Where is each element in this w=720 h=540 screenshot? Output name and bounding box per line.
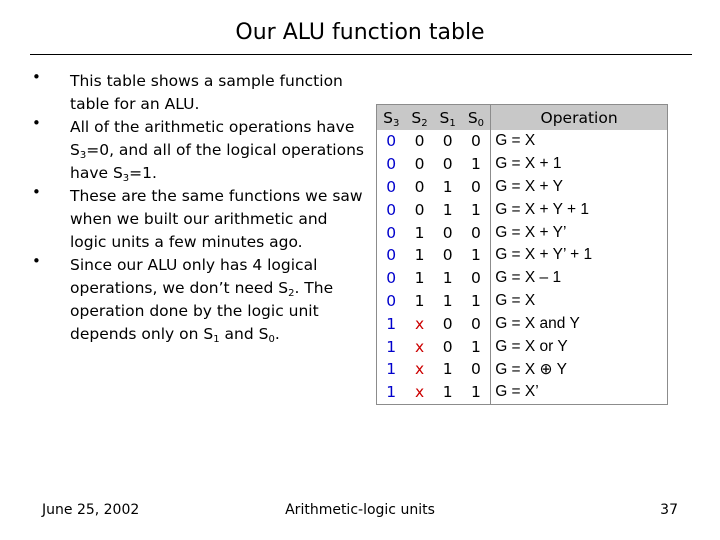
cell-s0: 0	[471, 269, 481, 288]
footer-date: June 25, 2002	[42, 502, 140, 518]
cell-s3: 0	[386, 269, 397, 288]
cell-operation: G = X	[491, 290, 668, 313]
bullet-dot-icon: •	[32, 114, 41, 132]
bullet-text: All of the arithmetic operations have S	[70, 118, 355, 159]
table-row	[377, 221, 668, 244]
cell-s0: 0	[471, 360, 481, 379]
bullet-dot-icon: •	[32, 252, 41, 270]
cell-s0: 1	[471, 200, 481, 219]
table-row	[377, 176, 668, 199]
cell-s2: 0	[414, 132, 425, 151]
cell-s2: x	[414, 360, 425, 379]
cell-s3: 1	[386, 337, 397, 356]
cell-s2: x	[414, 314, 425, 333]
bullet-text: These are the same functions we saw when we built our arithmetic and logic units a few minutes ago.	[70, 187, 363, 251]
cell-s3: 0	[386, 200, 397, 219]
cell-s2: 0	[414, 200, 425, 219]
table-row	[377, 153, 668, 176]
slide-title: Our ALU function table	[235, 20, 485, 45]
page-number: 37	[660, 502, 678, 518]
subscript: 0	[268, 334, 275, 345]
cell-s2: 1	[414, 269, 425, 288]
cell-operation: G = X	[491, 130, 668, 153]
bullet-dot-icon: •	[32, 68, 41, 86]
table-row	[377, 381, 668, 404]
subscript: 1	[213, 334, 220, 345]
cell-s1: 0	[442, 155, 453, 174]
table-row	[377, 290, 668, 313]
bullet-item	[28, 70, 368, 116]
bullet-item	[28, 116, 368, 185]
title-divider	[30, 54, 692, 55]
function-table	[376, 104, 668, 405]
cell-s2: 0	[414, 155, 425, 174]
cell-s2: 0	[414, 177, 425, 196]
cell-s3: 0	[386, 291, 397, 310]
bullet-item	[28, 185, 368, 254]
table-row	[377, 267, 668, 290]
table-row	[377, 130, 668, 153]
table-body	[377, 130, 668, 404]
bullet-text: Since our ALU only has 4 logical operations, we don’t need S	[70, 256, 318, 297]
cell-s3: 0	[386, 177, 397, 196]
cell-s3: 0	[386, 132, 397, 151]
cell-s2: x	[414, 337, 425, 356]
bullet-text: . The operation done by the logic unit depends only on S	[70, 279, 334, 343]
subscript: 3	[79, 150, 87, 161]
cell-operation: G = X + Y + 1	[491, 198, 668, 221]
table-header-row	[377, 105, 668, 131]
table-row	[377, 244, 668, 267]
cell-s0: 1	[471, 337, 481, 356]
bullet-list	[28, 70, 368, 346]
cell-operation: G = X – 1	[491, 267, 668, 290]
cell-s3: 1	[386, 383, 397, 402]
cell-operation: G = X or Y	[491, 335, 668, 358]
footer-title: Arithmetic-logic units	[285, 502, 435, 518]
table-row	[377, 358, 668, 381]
bullet-text: and S	[219, 325, 269, 343]
cell-s0: 1	[471, 155, 481, 174]
cell-operation: G = X + Y’	[491, 221, 668, 244]
header-s3: $S_3$	[377, 105, 406, 131]
subscript: 3	[122, 173, 130, 184]
bullet-item	[28, 254, 368, 346]
cell-s3: 1	[386, 314, 397, 333]
subscript: 2	[288, 288, 295, 299]
cell-s3: 1	[386, 360, 397, 379]
cell-s0: 0	[471, 314, 481, 333]
cell-s1: 1	[442, 177, 453, 196]
cell-s0: 0	[471, 177, 481, 196]
bullet-dot-icon: •	[32, 183, 41, 201]
cell-operation: G = X ⊕ Y	[491, 358, 668, 381]
cell-s0: 0	[471, 223, 481, 242]
cell-operation: G = X + Y’ + 1	[491, 244, 668, 267]
header-s2: $S_2$	[405, 105, 433, 131]
cell-s2: 1	[414, 246, 425, 265]
cell-s1: 1	[442, 360, 453, 379]
cell-s0: 1	[471, 291, 481, 310]
cell-s1: 1	[442, 269, 453, 288]
header-operation: Operation	[491, 105, 668, 131]
cell-s3: 0	[386, 223, 397, 242]
cell-s1: 0	[442, 314, 453, 333]
cell-s2: 1	[414, 291, 425, 310]
header-s1: $S_1$	[434, 105, 462, 131]
table-row	[377, 335, 668, 358]
cell-s2: x	[414, 383, 425, 402]
bullet-text: =0, and all of the logical operations have S	[70, 141, 364, 182]
cell-operation: G = X and Y	[491, 312, 668, 335]
bullet-text: =1.	[129, 164, 157, 182]
bullet-text: .	[274, 325, 280, 343]
cell-s3: 0	[386, 246, 397, 265]
cell-s1: 1	[442, 200, 453, 219]
cell-s1: 0	[442, 223, 453, 242]
table-row	[377, 198, 668, 221]
cell-s0: 1	[471, 383, 481, 402]
bullet-text: This table shows a sample function table for an ALU.	[70, 72, 343, 113]
header-s0: $S_0$	[462, 105, 491, 131]
cell-operation: G = X + 1	[491, 153, 668, 176]
cell-s1: 1	[442, 383, 453, 402]
cell-s1: 0	[442, 246, 453, 265]
cell-operation: G = X + Y	[491, 176, 668, 199]
cell-operation: G = X’	[491, 381, 668, 404]
table-row	[377, 312, 668, 335]
cell-s2: 1	[414, 223, 425, 242]
cell-s3: 0	[386, 155, 397, 174]
cell-s1: 0	[442, 337, 453, 356]
cell-s0: 0	[471, 132, 481, 151]
cell-s1: 1	[442, 291, 453, 310]
cell-s1: 0	[442, 132, 453, 151]
cell-s0: 1	[471, 246, 481, 265]
